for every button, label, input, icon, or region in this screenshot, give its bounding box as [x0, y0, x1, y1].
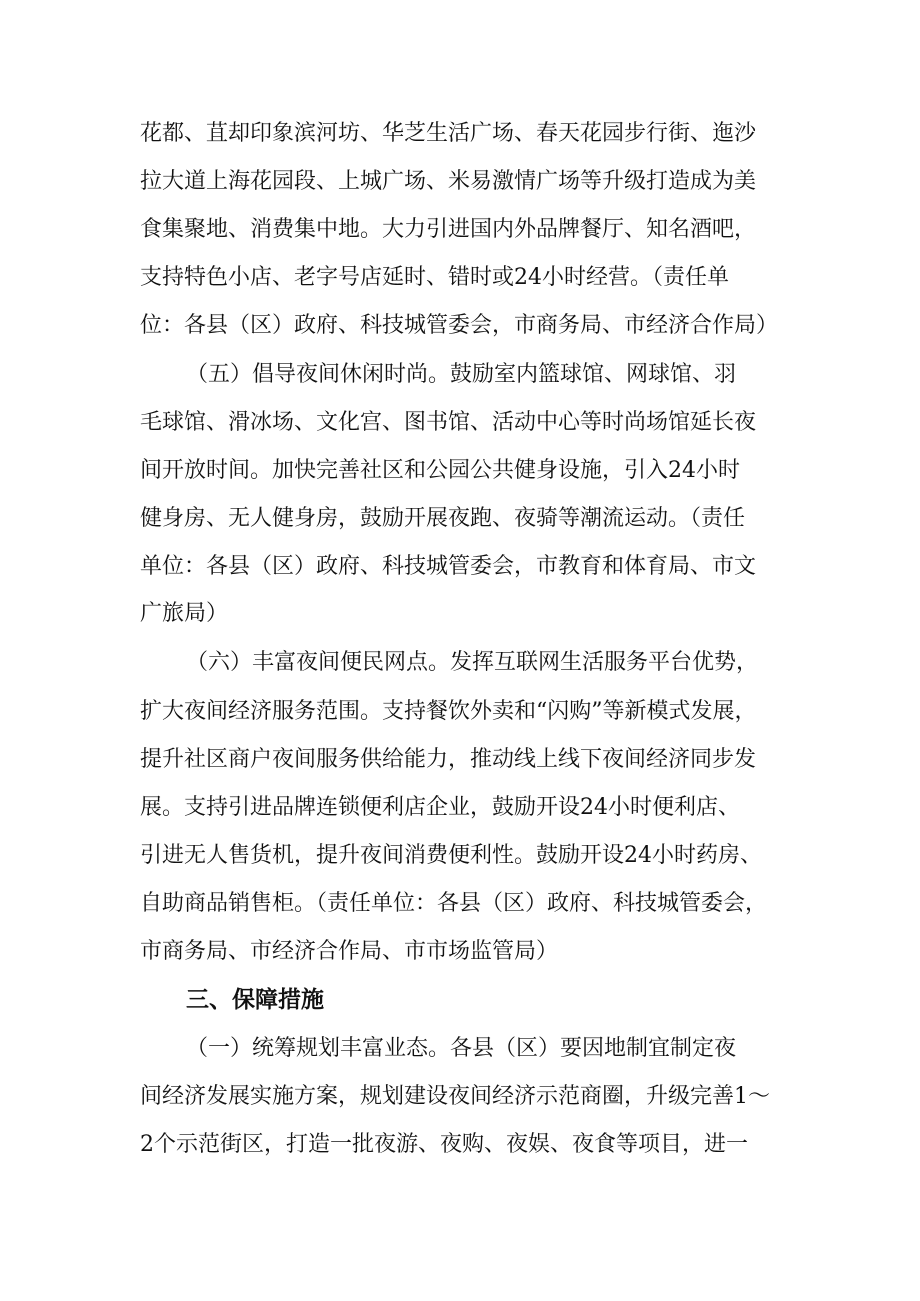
text-line: 花都、苴却印象滨河坊、华芝生活广场、春天花园步行街、迤沙	[140, 121, 757, 146]
text-line: 间经济发展实施方案，规划建设夜间经济示范商圈，升级完善1～	[140, 1084, 770, 1109]
text-line: 扩大夜间经济服务范围。支持餐饮外卖和“闪购”等新模式发展，	[140, 699, 757, 724]
text-line: 展。支持引进品牌连锁便利店企业，鼓励开设24小时便利店、	[140, 795, 740, 820]
text-line: 拉大道上海花园段、上城广场、米易激情广场等升级打造成为美	[140, 169, 757, 194]
section-heading: 三、保障措施	[186, 987, 324, 1013]
text-line: 提升社区商户夜间服务供给能力，推动线上线下夜间经济同步发	[140, 747, 757, 772]
text-line: 间开放时间。加快完善社区和公园公共健身设施，引入24小时	[140, 458, 740, 483]
paragraph-one-start: （一）统筹规划丰富业态。各县（区）要因地制宜制定夜	[186, 1036, 737, 1061]
paragraph-five-start: （五）倡导夜间休闲时尚。鼓励室内篮球馆、网球馆、羽	[186, 362, 737, 387]
text-line: 健身房、无人健身房，鼓励开展夜跑、夜骑等潮流运动。（责任	[140, 506, 746, 531]
paragraph-six-start: （六）丰富夜间便民网点。发挥互联网生活服务平台优势，	[186, 650, 759, 675]
text-line: 2个示范街区，打造一批夜游、夜购、夜娱、夜食等项目，进一	[140, 1132, 748, 1157]
text-line: 市商务局、市经济合作局、市市场监管局）	[140, 939, 559, 964]
text-line: 自助商品销售柜。（责任单位：各县（区）政府、科技城管委会，	[140, 891, 768, 916]
text-line: 食集聚地、消费集中地。大力引进国内外品牌餐厅、知名酒吧，	[140, 217, 757, 242]
text-line: 毛球馆、滑冰场、文化宫、图书馆、活动中心等时尚场馆延长夜	[140, 410, 757, 435]
text-line: 单位：各县（区）政府、科技城管委会，市教育和体育局、市文	[140, 554, 757, 579]
text-line: 引进无人售货机，提升夜间消费便利性。鼓励开设24小时药房、	[140, 843, 762, 868]
text-line: 广旅局）	[140, 601, 229, 626]
text-line: 位：各县（区）政府、科技城管委会，市商务局、市经济合作局）	[140, 313, 779, 338]
text-line: 支持特色小店、老字号店延时、错时或24小时经营。（责任单	[140, 265, 729, 290]
